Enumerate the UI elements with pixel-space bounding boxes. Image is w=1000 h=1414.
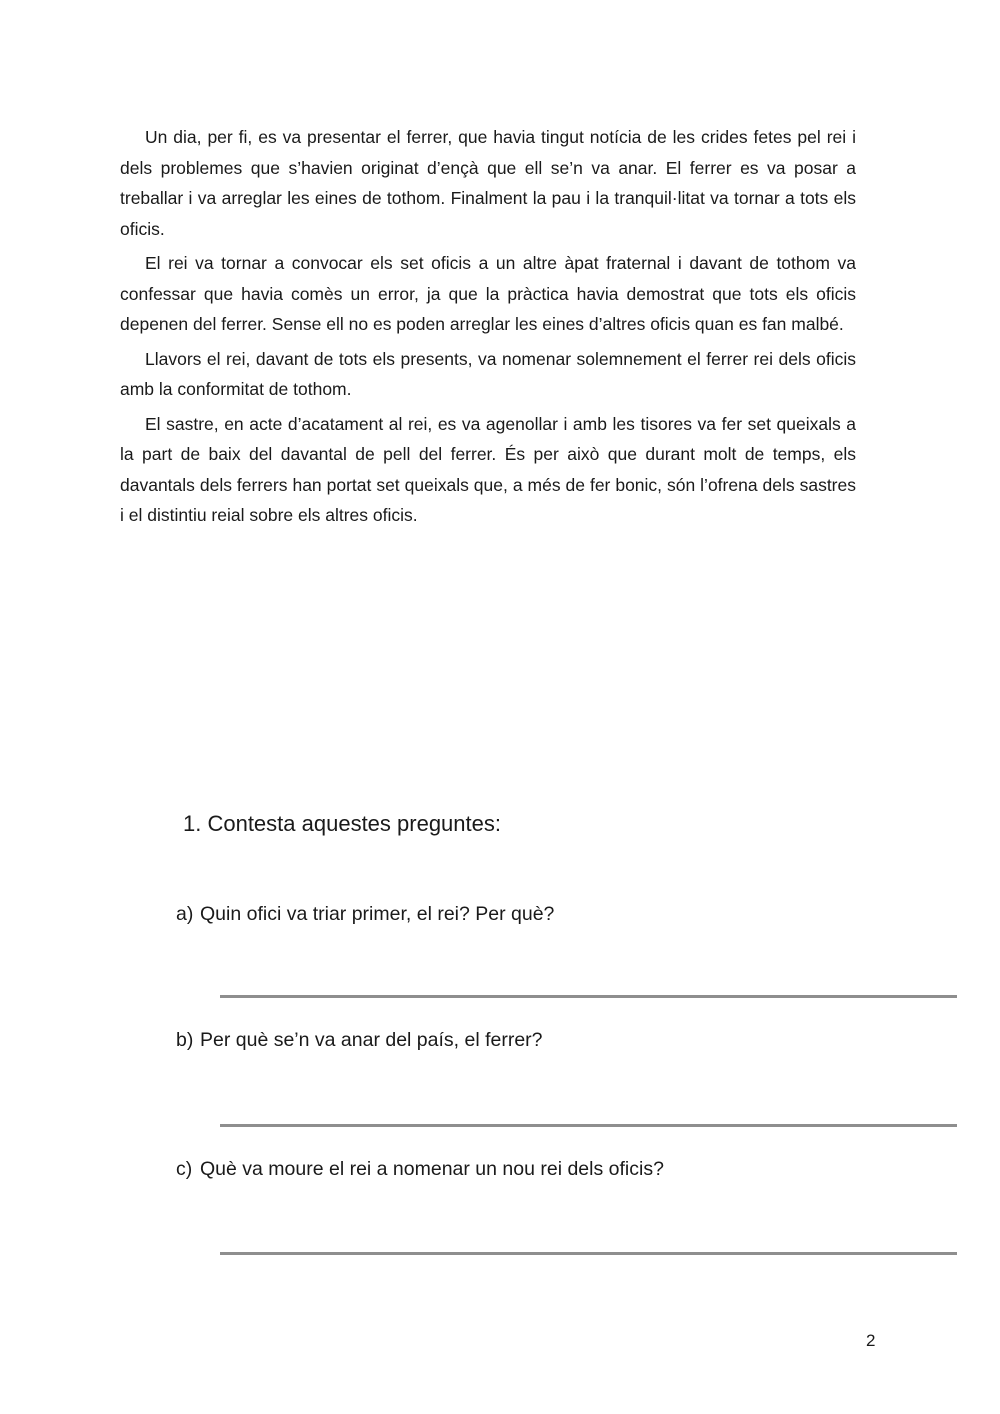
question-b-text: Per què se’n va anar del país, el ferrer?	[200, 1029, 543, 1051]
question-c-text: Què va moure el rei a nomenar un nou rei dels oficis?	[200, 1158, 664, 1180]
story-paragraph-2: El rei va tornar a convocar els set oficis a un altre àpat fraternal i davant de tothom va confessar que havia comès un error, ja que la pràctica havia demostrat que tots els oficis depenen del ferrer. Sense ell no es poden arreglar les eines d’altres oficis quan es fan malbé.	[120, 253, 856, 334]
question-c-letter: c)	[176, 1158, 193, 1180]
exercise-heading: 1. Contesta aquestes preguntes:	[183, 811, 501, 836]
question-b-letter: b)	[176, 1029, 194, 1051]
question-c	[176, 1156, 664, 1182]
question-a-text: Quin ofici va triar primer, el rei? Per què?	[200, 903, 555, 925]
answer-line-b[interactable]	[220, 1124, 957, 1127]
question-a	[176, 901, 554, 927]
answer-line-a[interactable]	[220, 995, 957, 998]
page-number: 2	[866, 1331, 876, 1350]
answer-line-c[interactable]	[220, 1252, 957, 1255]
story-paragraph-1: Un dia, per fi, es va presentar el ferrer, que havia tingut notícia de les crides fetes pel rei i dels problemes que s’havien originat d’ençà que ell se’n va anar. El ferrer es va posar a treballar i va arreglar les eines de tothom. Finalment la pau i la tranquil·litat va tornar a tots els oficis.	[120, 127, 856, 239]
story-text	[120, 122, 856, 535]
question-b	[176, 1027, 543, 1053]
story-paragraph-4: El sastre, en acte d’acatament al rei, es va agenollar i amb les tisores va fer set queixals a la part de baix del davantal de pell del ferrer. És per això que durant molt de temps, els davantals dels ferrers han portat set queixals que, a més de fer bonic, són l’ofrena dels sastres i el distintiu reial sobre els altres oficis.	[120, 413, 856, 525]
story-paragraph-3: Llavors el rei, davant de tots els presents, va nomenar solemnement el ferrer rei dels oficis amb la conformitat de tothom.	[120, 348, 856, 399]
question-a-letter: a)	[176, 903, 194, 925]
